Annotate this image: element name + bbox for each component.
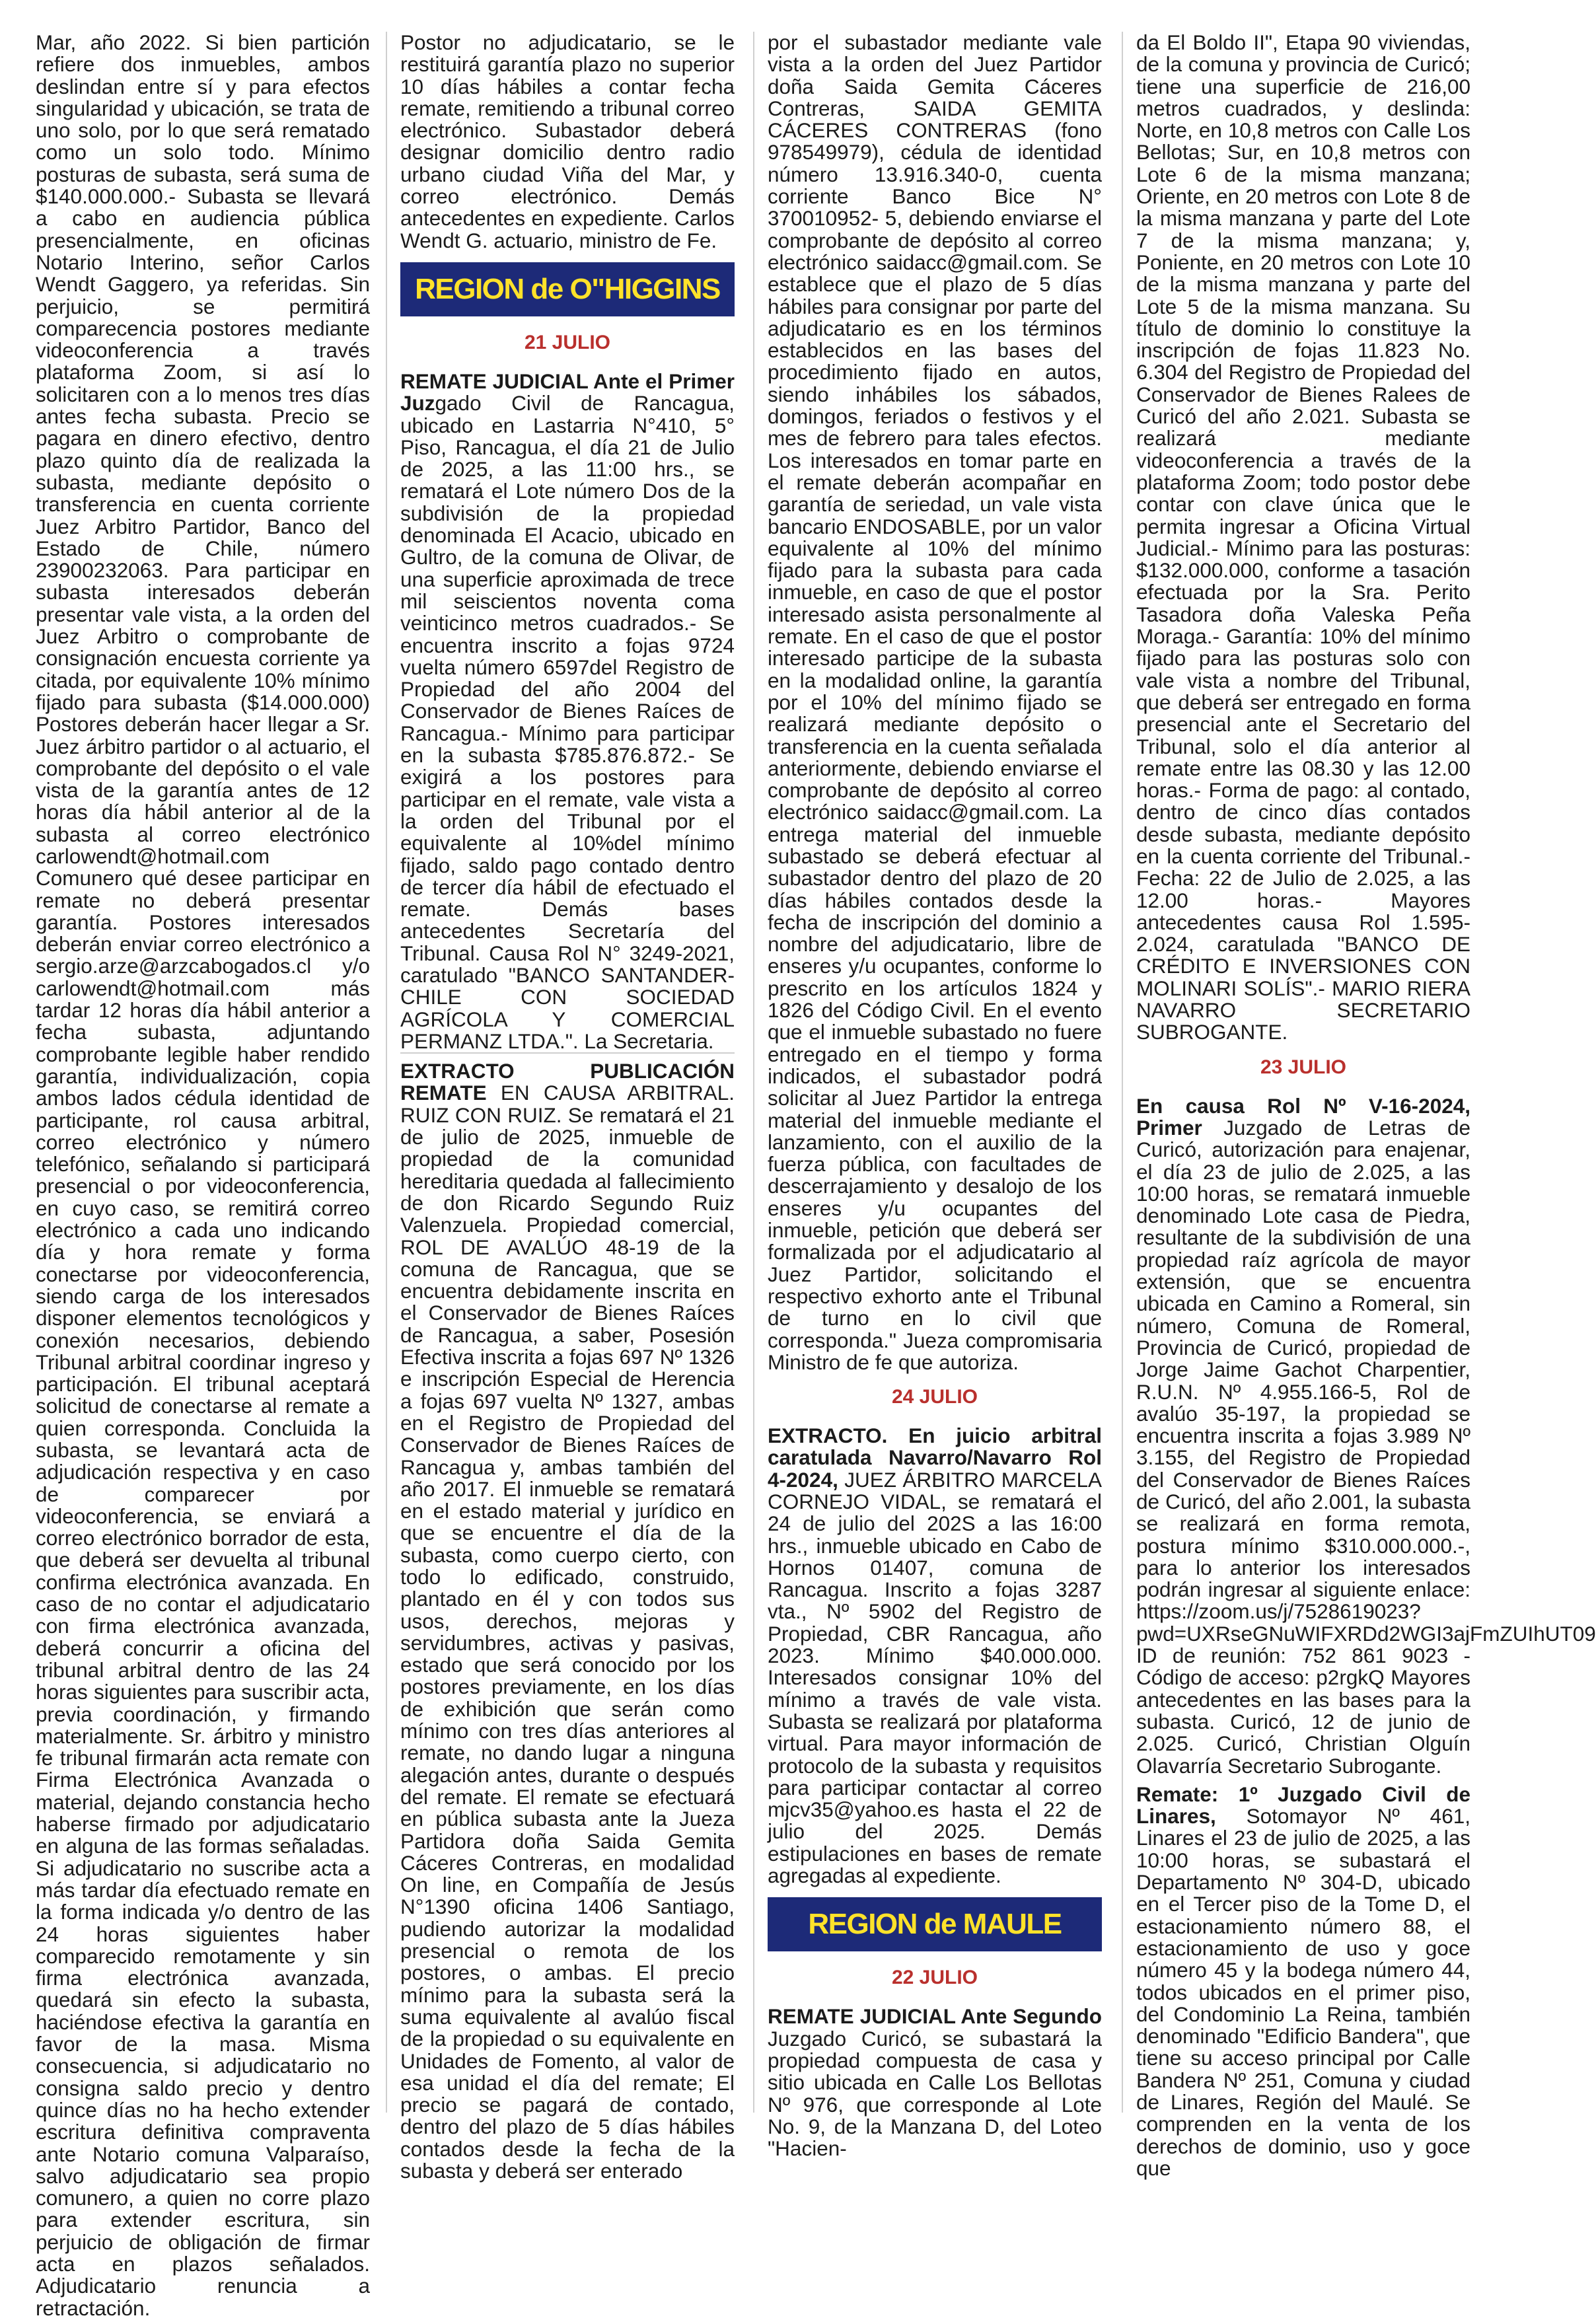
notice-body: da El Boldo II", Etapa 90 viviendas, de la comuna y provincia de Curicó; tiene una superficie de 216,00 metros cuadrados, y deslinda: Norte, en 10,8 metros con Calle Los Bellotas; Sur, en 10,8 metros con Lote 6 de la misma manzana; Oriente, en 20 metros con Lote 8 de la misma manzana y parte del Lote 7 de la misma manzana; y, Poniente, en 20 metros con Lote 10 de la misma manzana y parte del Lote 5 de la misma manzana. Su título de dominio lo constituye la inscripción de fojas 11.823 No. 6.304 del Registro de Propiedad del Conservador de Bienes Ralees de Curicó del año 2.021. Subasta se realizará mediante videoconferencia a través de la plataforma Zoom; todo postor debe contar con clave única que le permita ingresar a Oficina Virtual Judicial.- Mínimo para las posturas: $132.000.000, conforme a tasación efectuada por la Sra. Perito Tasadora doña Valeska Peña Moraga.- Garantía: 10% del mínimo fijado para las posturas solo con vale vista a nombre del Tribunal, que deberá ser entregado en forma presencial ante el Secretario del Tribunal, solo el día anterior al remate entre las 08.30 y las 12.00 horas.- Forma de pago: al contado, dentro de cinco días contados desde subasta, mediante depósito en la cuenta corriente del Tribunal.- Fecha: 22 de Julio de 2.025, a las 12.00 horas.- Mayores antecedentes causa Rol 1.595-2.024, caratulada "BANCO DE CRÉDITO E INVERSIONES CON MOLINARI SOLÍS".- MARIO RIERA NAVARRO SECRETARIO SUBROGANTE. (1136, 30, 1470, 1044)
notice-paragraph (400, 32, 735, 252)
notice-lead: Remate: 1º Juzgado Civil de Linares, (1136, 1782, 1470, 1829)
auction-date-heading: 21 JULIO (524, 331, 611, 353)
notice-paragraph (768, 32, 1102, 1373)
column-3 (768, 30, 1102, 2161)
auction-date-heading: 24 JULIO (891, 1386, 978, 1408)
notice-body: Mar, año 2022. Si bien partición refiere dos inmuebles, ambos deslindan entre sí y para efectos singularidad y ubicación, se trata de uno solo, por lo que será rematado como un solo todo. Mínimo posturas de subasta, será suma de $140.000.000.- Subasta se llevará a cabo en audiencia pública presencialmente, en oficinas Notario Interino, señor Carlos Wendt Gaggero, ya referidas. Sin perjuicio, se permitirá comparecencia postores mediante videoconferencia a través plataforma Zoom, si así lo solicitaren con a lo menos tres días antes fecha subasta. Precio se pagara en dinero efectivo, dentro plazo quinto día de realizada la subasta, mediante depósito o transferencia en cuenta corriente Juez Arbitro Partidor, Banco del Estado de Chile, número 23900232063. Para participar en subasta interesados deberán presentar vale vista, a la orden del Juez Arbitro o comprobante de consignación encuesta corriente ya citada, por equivalente 10% mínimo fijado para subasta ($14.000.000) Postores deberán hacer llegar a Sr. Juez árbitro partidor o al actuario, el comprobante del depósito o el vale vista de la garantía antes de 12 horas día hábil anterior al de la subasta al correo electrónico carlowendt@hotmail.com Comunero qué desee participar en remate no deberá presentar garantía. Postores interesados deberán enviar correo electrónico a sergio.arze@arzcabogados.cl y/o carlowendt@hotmail.com más tardar 12 horas día hábil anterior a fecha subasta, adjuntando comprobante legible haber rendido garantía, individualización, copia ambos lados cédula identidad de participante, rol causa arbitral, correo electrónico y número telefónico, señalando si participará presencial o por videoconferencia, en cuyo caso, se remitirá correo electrónico a cada uno indicando día y hora remate y forma conectarse por videoconferencia, siendo carga de los interesados disponer elementos tecnológicos y conexión necesarios, debiendo Tribunal arbitral coordinar ingreso y participación. El tribunal aceptará solicitud de conectarse al remate a quien corresponda. Concluida la subasta, se levantará acta de adjudicación respectiva y en caso de comparecer por videoconferencia, se enviará a correo electrónico borrador de esta, que deberá ser devuelta al tribunal confirma electrónica avanzada. En caso de no contar el adjudicatario con firma electrónica avanzada, deberá concurrir a oficina del tribunal arbitral dentro de las 24 horas siguientes para suscribir acta, previa coordinación, y firmando materialmente. Sr. árbitro y ministro fe tribunal firmarán acta remate con Firma Electrónica Avanzada o material, dejando constancia hecho haberse firmado por adjudicatario en alguna de las formas señaladas. Si adjudicatario no suscribe acta a más tardar día efectuado remate en la forma indicada y/o dentro de las 24 horas siguientes haber comparecido remotamente y sin firma electrónica avanzada, quedará sin efecto la subasta, haciéndose efectiva la garantía en favor de la masa. Misma consecuencia, si adjudicatario no consigna saldo precio y dentro quince días no ha hecho extender escritura definitiva compraventa ante Notario comuna Valparaíso, salvo adjudicatario sea propio comunero, a quien no corre plazo para extender escritura, sin perjuicio de obligación de firmar acta en plazos señalados. Adjudicatario renuncia a retractación. (36, 30, 370, 2320)
region-banner: REGION de O"HIGGINS (400, 262, 735, 316)
region-banner: REGION de MAULE (768, 1897, 1102, 1951)
notice-lead: REMATE JUDICIAL Ante el Primer Juz (400, 369, 735, 416)
auction-date-heading: 22 JULIO (891, 1967, 978, 1989)
notice-paragraph (400, 371, 735, 1052)
column-rule (386, 32, 387, 2113)
notice-body: JUEZ ÁRBITRO MARCELA CORNEJO VIDAL, se rematará el 24 de julio del 202S a las 16:00 hrs., inmueble ubicado en Cabo de Hornos 01407, comuna de Rancagua. Inscrito a fojas 3287 vta., Nº 5902 del Registro de Propiedad, CBR Rancagua, año 2023. Mínimo $40.000.000. Interesados consignar 10% del mínimo a través de vale vista. Subasta se realizará por plataforma virtual. Para mayor información de protocolo de la subasta y requisitos para participar contactar al correo mjcv35@yahoo.es hasta el 22 de julio del 2025. Demás estipulaciones en bases de remate agregadas al expediente. (768, 1467, 1102, 1888)
auction-date-heading: 23 JULIO (1260, 1056, 1347, 1078)
notice-paragraph (1136, 1784, 1470, 2179)
column-4 (1136, 30, 1596, 2180)
notice-lead: EXTRACTO PUBLICACIÓN REMATE (400, 1059, 735, 1105)
notice-paragraph (768, 1425, 1102, 1887)
notice-body: Postor no adjudicatario, se le restituirá garantía plazo no superior 10 días hábiles a contar fecha remate, remitiendo a tribunal correo electrónico. Subastador deberá designar domicilio dentro radio urbano ciudad Viña del Mar, y correo electrónico. Demás antecedentes en expediente. Carlos Wendt G. actuario, ministro de Fe. (400, 30, 735, 252)
column-2 (400, 30, 735, 2183)
notice-body: Sotomayor Nº 461, Linares el 23 de julio de 2025, a las 10:00 horas, se subastará el Departamento Nº 304-D, ubicado en el Tercer piso de la Tome D, el estacionamiento número 88, el estacionamiento de uso y goce número 45 y la bodega número 44, todos ubicados en el primer piso, del Condominio La Reina, también denominado "Edificio Bandera", que tiene su acceso principal por Calle Bandera Nº 251, Comuna y ciudad de Linares, Región del Maulé. Se comprenden en la venta de los derechos de dominio, uso y goce que (1136, 1804, 1470, 2180)
notice-paragraph (400, 1060, 735, 2182)
notice-paragraph (768, 2006, 1102, 2159)
notice-paragraph (1136, 32, 1470, 1044)
column-1 (36, 30, 370, 2320)
notice-paragraph (1136, 1093, 1596, 1778)
notice-body: gado Civil de Rancagua, ubicado en Lastarria N°410, 5° Piso, Rancagua, el día 21 de Julio de 2025, a las 11:00 hrs., se rematará el Lote número Dos de la subdivisión de la propiedad denominada El Acacio, ubicado en Gultro, de la comuna de Olivar, de una superficie aproximada de trece mil seiscientos noventa coma veinticinco metros cuadrados.- Se encuentra inscrito a fojas 9724 vuelta número 6597del Registro de Propiedad del año 2004 del Conservador de Bienes Raíces de Rancagua.- Mínimo para participar en la subasta $785.876.872.- Se exigirá a los postores para participar en el remate, vale vista a la orden del Tribunal por el equivalente al 10%del mínimo fijado, saldo pago contado dentro de tercer día hábil de efectuado el remate. Demás bases antecedentes Secretaría del Tribunal. Causa Rol N° 3249-2021, caratulado "BANCO SANTANDER-CHILE CON SOCIEDAD AGRÍCOLA Y COMERCIAL PERMANZ LTDA.". La Secretaria. (400, 391, 735, 1053)
notice-body: Juzgado Curicó, se subastará la propiedad compuesta de casa y sitio ubicada en Calle Los Bellotas Nº 976, que corresponde al Lote No. 9, de la Manzana D, del Loteo "Hacien- (768, 2026, 1102, 2161)
notice-paragraph (36, 32, 370, 2319)
notice-lead: EXTRACTO. En juicio arbitral caratulada Navarro/Navarro Rol 4-2024, (768, 1424, 1102, 1492)
notice-body: por el subastador mediante vale vista a la orden del Juez Partidor doña Saida Gemita Cáceres Contreras, SAIDA GEMITA CÁCERES CONTRERAS (fono 978549979), cédula de identidad número 13.916.340-0, cuenta corriente Banco Bice N° 370010952- 5, debiendo enviarse el comprobante de depósito al correo electrónico saidacc@gmail.com. Se establece que el plazo de 5 días hábiles para consignar por parte del adjudicatario es en los términos establecidos en las bases del procedimiento fijado en autos, siendo inhábiles los sábados, domingos, feriados o festivos y el mes de febrero para tales efectos. Los interesados en tomar parte en el remate deberán acompañar en garantía de seriedad, un vale vista bancario ENDOSABLE, por un valor equivalente al 10% del mínimo fijado para la subasta para cada inmueble, en caso de que el postor interesado asista personalmente al remate. En el caso de que el postor interesado participe de la subasta en la modalidad online, la garantía por el 10% del mínimo fijado se realizará mediante depósito o transferencia en la cuenta señalada anteriormente, debiendo enviarse el comprobante de depósito al correo electrónico saidacc@gmail.com. La entrega material del inmueble subastado se deberá efectuar al subastador dentro del plazo de 20 días hábiles contados desde la fecha de inscripción del dominio a nombre del adjudicatario, libre de enseres y/u ocupantes, conforme lo prescrito en los artículos 1824 y 1826 del Código Civil. En el evento que el inmueble subastado no fuere entregado en el tiempo y forma indicados, el subastador podrá solicitar al Juez Partidor la entrega material del inmueble mediante el lanzamiento, con el auxilio de la fuerza pública, con facultades de descerrajamiento y desalojo de los enseres y/u ocupantes del inmueble, petición que deberá ser formalizada por el adjudicatario al Juez Partidor, solicitando el respectivo exhorto ante el Tribunal de turno en lo civil que corresponda." Jueza compromisaria Ministro de fe que autoriza. (768, 30, 1102, 1374)
notice-body: EN CAUSA ARBITRAL. RUIZ CON RUIZ. Se rematará el 21 de julio de 2025, inmueble de propiedad de la comunidad hereditaria quedada al fallecimiento de don Ricardo Segundo Ruiz Valenzuela. Propiedad comercial, ROL DE AVALÚO 48-19 de la comuna de Rancagua, que se encuentra debidamente inscrita en el Conservador de Bienes Raíces de Rancagua, a saber, Posesión Efectiva inscrita a fojas 697 Nº 1326 e inscripción Especial de Herencia a fojas 697 vuelta Nº 1327, ambas en el Registro de Propiedad del Conservador de Bienes Raíces de Rancagua y, ambas también del año 2017. El inmueble se rematará en el estado material y jurídico en que se encuentre el día de la subasta, como cuerpo cierto, con todo lo edificado, construido, plantado en él y con todos sus usos, derechos, mejoras y servidumbres, activas y pasivas, estado que será conocido por los postores previamente, en los días de exhibición que serán como mínimo con tres días anteriores al remate, no dando lugar a ninguna alegación antes, durante o después del remate. El remate se efectuará en pública subasta ante la Jueza Partidora doña Saida Gemita Cáceres Contreras, en modalidad On line, en Compañía de Jesús N°1390 oficina 1406 Santiago, pudiendo autorizar la modalidad presencial o remota de los postores, o ambas. El precio mínimo para la subasta será la suma equivalente al avalúo fiscal de la propiedad o su equivalente en Unidades de Fomento, al valor de esa unidad el día del remate; El precio se pagará de contado, dentro del plazo de 5 días hábiles contados desde la fecha de la subasta y deberá ser enterado (400, 1081, 735, 2183)
column-rule (1122, 32, 1123, 2113)
notice-body: Juzgado de Letras de Curicó, autorización para enajenar, el día 23 de julio de 2.025, a las 10:00 horas, se rematará inmueble denominado Lote casa de Piedra, resultante de la subdivisión de una propiedad raíz agrícola de mayor extensión, que se encuentra ubicada en Camino a Romeral, sin número, Comuna de Romeral, Provincia de Curicó, propiedad de Jorge Jaime Gachot Charpentier, R.U.N. Nº 4.955.166-5, Rol de avalúo 35-197, la propiedad se encuentra inscrita a fojas 3.989 Nº 3.155, del Registro de Propiedad del Conservador de Bienes Raíces de Curicó, del año 2.001, la subasta se realizará en forma remota, postura mínimo $310.000.000.-, para lo anterior los interesados podrán ingresar al siguiente enlace: https://zoom.us/j/7528619023?pwd=UXRseGNuWIFXRDd2WGI3ajFmZUIhUT09 ID de reunión: 752 861 9023 - Código de acceso: p2rgkQ Mayores antecedentes en las bases para la subasta. Curicó, 12 de junio de 2.025. Curicó, Christian Olguín Olavarría Secretario Subrogante. (1136, 1115, 1596, 1778)
notice-lead: REMATE JUDICIAL Ante Segundo (768, 2004, 1102, 2029)
column-rule (753, 32, 754, 2113)
notice-lead: En causa Rol Nº V-16-2024, Primer (1136, 1093, 1470, 1140)
